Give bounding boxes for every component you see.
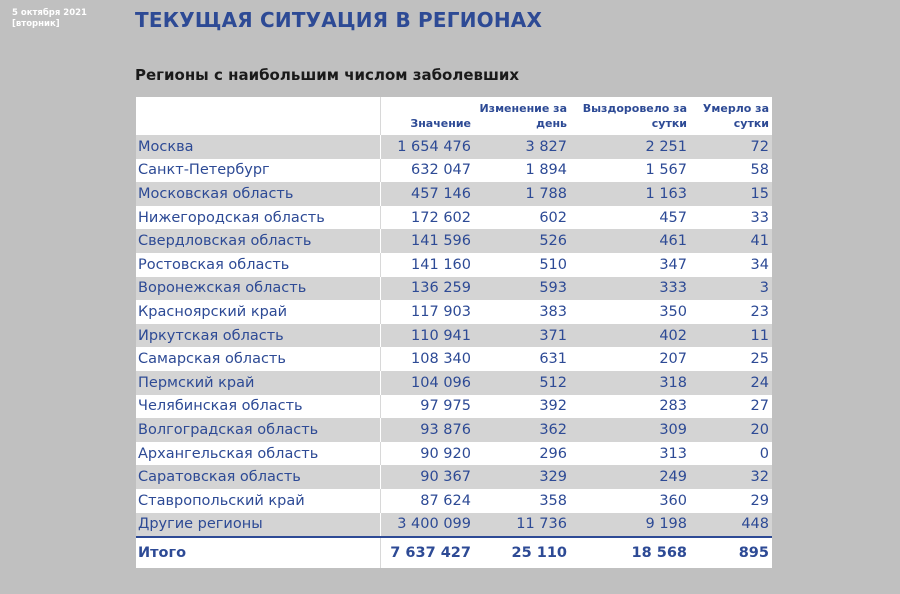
cases-value: 172 602 [380,206,474,230]
region-name: Нижегородская область [136,206,380,230]
deaths-value: 3 [690,277,772,301]
table-row [136,135,772,159]
recovered-value: 457 [570,206,690,230]
table-row [136,159,772,183]
cases-value: 3 400 099 [380,513,474,538]
cases-value: 90 367 [380,465,474,489]
column-header-value: Значение [380,97,474,135]
deaths-value: 24 [690,371,772,395]
table-row [136,229,772,253]
recovered-value: 402 [570,324,690,348]
total-value: 7 637 427 [380,537,474,568]
recovered-value: 1 567 [570,159,690,183]
region-name: Архангельская область [136,442,380,466]
cases-value: 1 654 476 [380,135,474,159]
table-header [136,97,772,135]
recovered-value: 333 [570,277,690,301]
cases-value: 632 047 [380,159,474,183]
daily-change: 510 [474,253,570,277]
cases-value: 136 259 [380,277,474,301]
table-row [136,465,772,489]
table-row [136,395,772,419]
column-header-change: Изменение за день [474,97,570,135]
daily-change: 593 [474,277,570,301]
table-row [136,277,772,301]
cases-value: 141 160 [380,253,474,277]
daily-change: 1 788 [474,182,570,206]
table-body [136,135,772,537]
recovered-value: 360 [570,489,690,513]
total-recovered: 18 568 [570,537,690,568]
table-row [136,300,772,324]
cases-value: 93 876 [380,418,474,442]
regions-table [136,97,772,568]
table-row [136,513,772,538]
total-deaths: 895 [690,537,772,568]
region-name: Свердловская область [136,229,380,253]
daily-change: 371 [474,324,570,348]
recovered-value: 9 198 [570,513,690,538]
region-name: Воронежская область [136,277,380,301]
deaths-value: 33 [690,206,772,230]
deaths-value: 0 [690,442,772,466]
region-name: Волгоградская область [136,418,380,442]
cases-value: 117 903 [380,300,474,324]
daily-change: 631 [474,347,570,371]
recovered-value: 309 [570,418,690,442]
table-row [136,324,772,348]
region-name: Челябинская область [136,395,380,419]
recovered-value: 461 [570,229,690,253]
table-row [136,347,772,371]
deaths-value: 448 [690,513,772,538]
total-change: 25 110 [474,537,570,568]
date-label [12,8,87,30]
table-footer [136,537,772,568]
deaths-value: 34 [690,253,772,277]
table-row [136,418,772,442]
daily-change: 1 894 [474,159,570,183]
column-header-recovered: Выздоровело за сутки [570,97,690,135]
table-row [136,182,772,206]
deaths-value: 72 [690,135,772,159]
cases-value: 110 941 [380,324,474,348]
region-name: Саратовская область [136,465,380,489]
cases-value: 90 920 [380,442,474,466]
daily-change: 3 827 [474,135,570,159]
deaths-value: 15 [690,182,772,206]
recovered-value: 313 [570,442,690,466]
daily-change: 11 736 [474,513,570,538]
cases-value: 87 624 [380,489,474,513]
recovered-value: 283 [570,395,690,419]
total-row [136,537,772,568]
total-label: Итого [136,537,380,568]
region-name: Ставропольский край [136,489,380,513]
recovered-value: 207 [570,347,690,371]
cases-value: 104 096 [380,371,474,395]
recovered-value: 1 163 [570,182,690,206]
recovered-value: 350 [570,300,690,324]
daily-change: 383 [474,300,570,324]
deaths-value: 32 [690,465,772,489]
table-row [136,371,772,395]
deaths-value: 29 [690,489,772,513]
region-name: Самарская область [136,347,380,371]
date-text: 5 октября 2021 [12,8,87,18]
daily-change: 392 [474,395,570,419]
table-row [136,442,772,466]
region-name: Санкт-Петербург [136,159,380,183]
cases-value: 141 596 [380,229,474,253]
table-subtitle: Регионы с наибольшим числом заболевших [135,66,520,84]
deaths-value: 25 [690,347,772,371]
page-title: ТЕКУЩАЯ СИТУАЦИЯ В РЕГИОНАХ [135,8,543,32]
daily-change: 296 [474,442,570,466]
region-name: Красноярский край [136,300,380,324]
recovered-value: 318 [570,371,690,395]
cases-value: 108 340 [380,347,474,371]
cases-value: 457 146 [380,182,474,206]
region-name: Московская область [136,182,380,206]
deaths-value: 23 [690,300,772,324]
weekday-text: [вторник] [12,19,60,29]
deaths-value: 41 [690,229,772,253]
deaths-value: 20 [690,418,772,442]
daily-change: 526 [474,229,570,253]
column-header-region [136,97,380,135]
deaths-value: 11 [690,324,772,348]
table-row [136,253,772,277]
column-header-deaths: Умерло за сутки [690,97,772,135]
daily-change: 329 [474,465,570,489]
daily-change: 358 [474,489,570,513]
region-name: Ростовская область [136,253,380,277]
region-name: Иркутская область [136,324,380,348]
daily-change: 512 [474,371,570,395]
table-row [136,489,772,513]
recovered-value: 2 251 [570,135,690,159]
daily-change: 602 [474,206,570,230]
header-row [136,97,772,135]
recovered-value: 249 [570,465,690,489]
daily-change: 362 [474,418,570,442]
region-name: Москва [136,135,380,159]
table-row [136,206,772,230]
recovered-value: 347 [570,253,690,277]
deaths-value: 58 [690,159,772,183]
deaths-value: 27 [690,395,772,419]
cases-value: 97 975 [380,395,474,419]
region-name: Пермский край [136,371,380,395]
region-name: Другие регионы [136,513,380,538]
